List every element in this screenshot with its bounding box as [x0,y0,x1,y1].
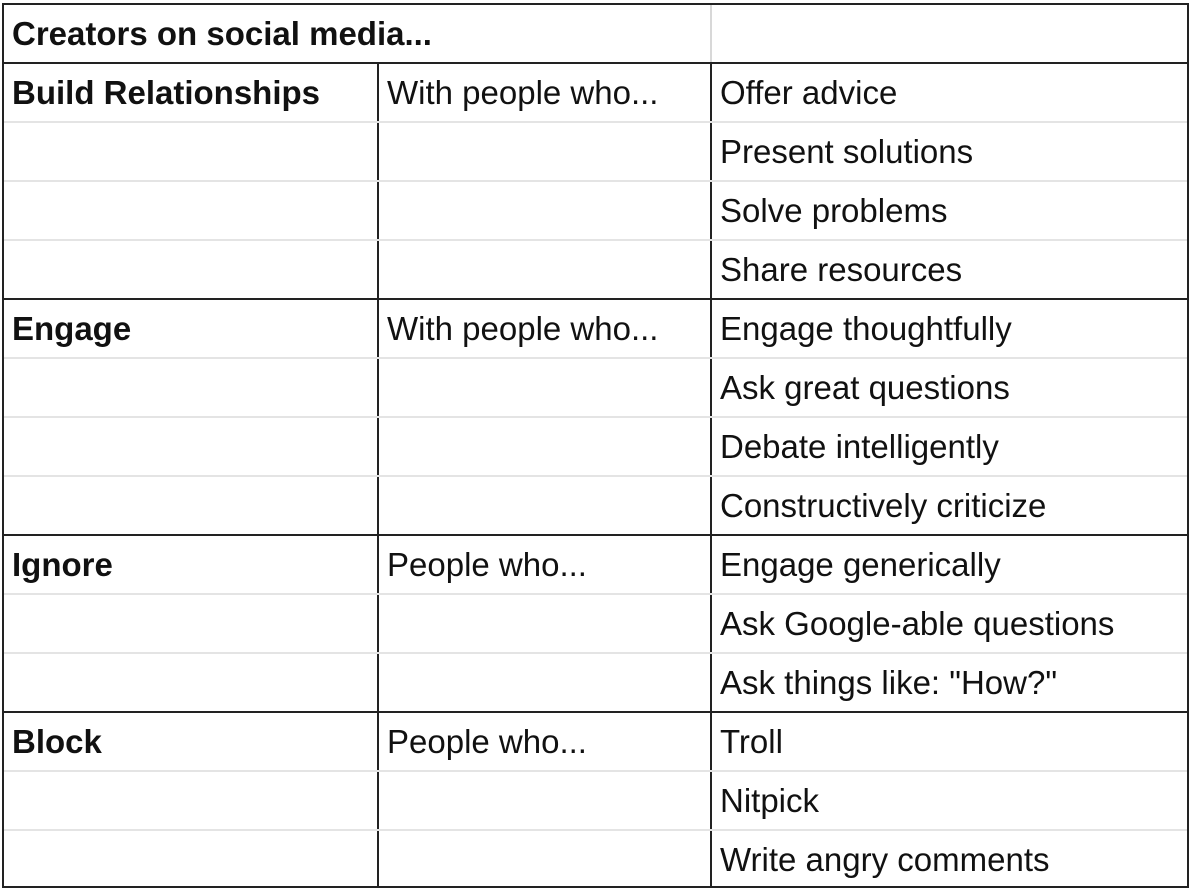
behavior-cell: Ask things like: "How?" [720,664,1058,701]
qualifier-cell [379,418,712,475]
action-cell: Ignore [4,536,379,593]
action-cell [4,241,379,298]
action-cell [4,359,379,416]
table-row [4,654,1187,713]
table-row [4,477,1187,536]
table-row [4,300,1187,359]
qualifier-cell [379,477,712,534]
action-cell [4,123,379,180]
behavior-cell: Share resources [720,251,963,288]
behavior-cell: Present solutions [720,133,974,170]
behavior-cell: Nitpick [720,782,820,819]
qualifier-cell: With people who... [379,64,712,121]
qualifier-cell: People who... [379,713,712,770]
behavior-cell: Offer advice [720,74,898,111]
behavior-cell: Ask great questions [720,369,1010,406]
table-row [4,182,1187,241]
action-cell [4,772,379,829]
table-title: Creators on social media... [4,5,712,62]
action-cell: Engage [4,300,379,357]
behavior-cell: Troll [720,723,783,760]
action-cell [4,182,379,239]
table-row [4,536,1187,595]
table-row [4,123,1187,182]
table-row [4,241,1187,300]
qualifier-cell [379,772,712,829]
table-row [4,831,1187,886]
behavior-cell: Debate intelligently [720,428,999,465]
action-cell [4,418,379,475]
action-cell: Block [4,713,379,770]
qualifier-cell [379,359,712,416]
qualifier-cell [379,595,712,652]
table-row [4,418,1187,477]
qualifier-cell: People who... [379,536,712,593]
header-row [4,5,1187,64]
action-cell [4,831,379,886]
table-row [4,64,1187,123]
behavior-cell: Write angry comments [720,841,1050,878]
behavior-cell: Constructively criticize [720,487,1047,524]
behavior-cell: Solve problems [720,192,948,229]
qualifier-cell [379,241,712,298]
behavior-cell: Engage generically [720,546,1001,583]
qualifier-cell [379,123,712,180]
table-row [4,713,1187,772]
table-row [4,772,1187,831]
action-cell [4,477,379,534]
qualifier-cell [379,182,712,239]
qualifier-cell [379,831,712,886]
behavior-cell: Ask Google-able questions [720,605,1115,642]
qualifier-cell: With people who... [379,300,712,357]
action-cell: Build Relationships [4,64,379,121]
table-row [4,595,1187,654]
action-cell [4,654,379,711]
behavior-cell: Engage thoughtfully [720,310,1012,347]
qualifier-cell [379,654,712,711]
header-empty-cell [712,5,1187,62]
creators-table [2,3,1189,888]
table-row [4,359,1187,418]
action-cell [4,595,379,652]
